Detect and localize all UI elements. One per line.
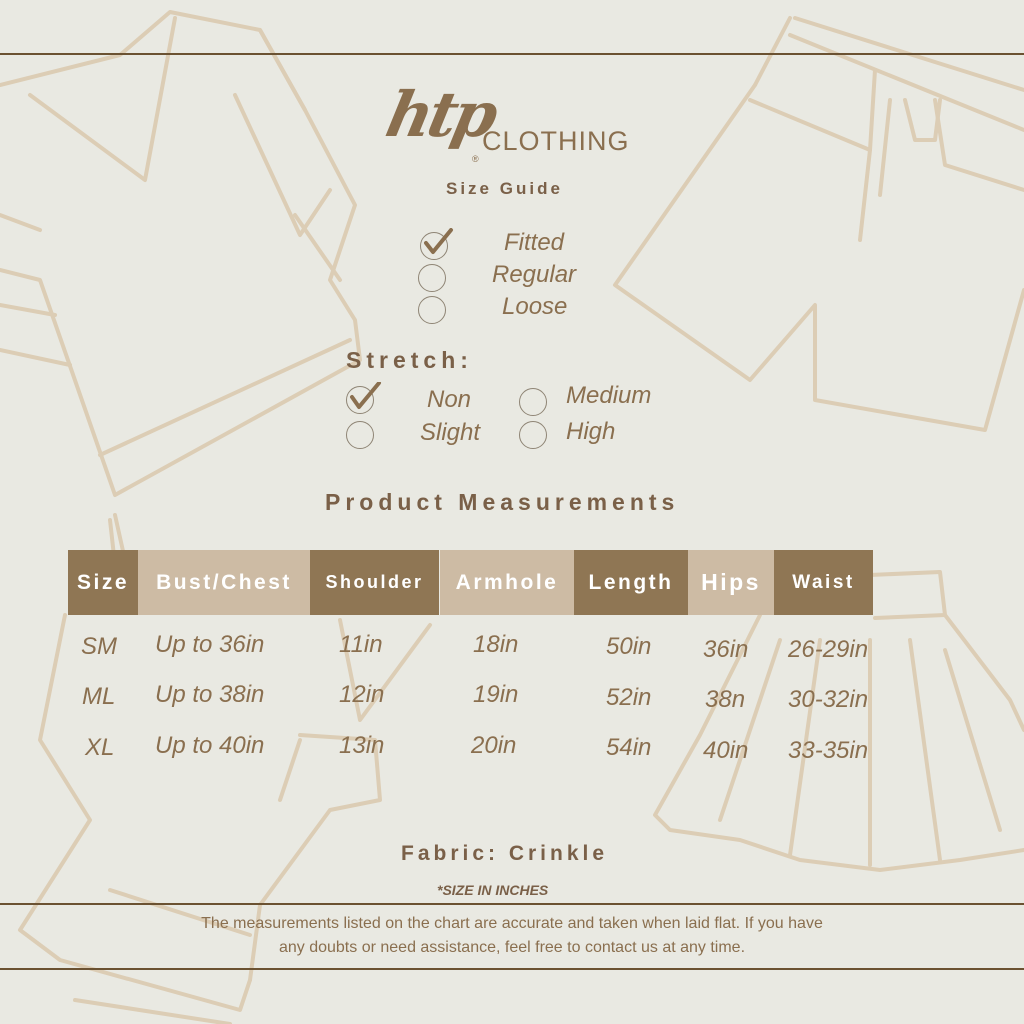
cell-size: ML — [82, 683, 116, 710]
cell-length: 54in — [606, 734, 652, 761]
header-waist: Waist — [774, 550, 873, 615]
brand-logo: htp — [380, 78, 501, 151]
cell-hips: 40in — [703, 737, 749, 764]
cell-bust: Up to 40in — [155, 732, 265, 759]
stretch-option-non: Non — [427, 386, 472, 413]
stretch-medium-checkbox[interactable] — [519, 388, 547, 416]
cell-size: XL — [85, 734, 115, 761]
size-note: *SIZE IN INCHES — [437, 882, 549, 898]
cell-length: 50in — [606, 633, 652, 660]
measurements-title: Product Measurements — [325, 489, 680, 515]
cell-waist: 33-35in — [788, 737, 869, 764]
stretch-title: Stretch: — [346, 347, 473, 373]
header-hips: Hips — [688, 550, 774, 615]
cell-bust: Up to 36in — [155, 631, 265, 658]
stretch-slight-checkbox[interactable] — [346, 421, 374, 449]
cell-size: SM — [81, 633, 117, 660]
cell-armhole: 19in — [473, 681, 519, 708]
fit-fitted-checkbox[interactable] — [418, 228, 452, 262]
header-size: Size — [68, 550, 138, 615]
brand-wordmark: CLOTHING — [482, 126, 630, 156]
cell-armhole: 18in — [473, 631, 519, 658]
registered-mark: ® — [472, 154, 479, 164]
cell-bust: Up to 38in — [155, 681, 265, 708]
header-bust: Bust/Chest — [138, 550, 310, 615]
cell-armhole: 20in — [471, 732, 517, 759]
footer-bottom-divider — [0, 968, 1024, 970]
footer-line-2: any doubts or need assistance, feel free to contact us at any time. — [278, 939, 746, 956]
cell-shoulder: 11in — [339, 631, 383, 658]
page-subtitle: Size Guide — [446, 179, 563, 198]
cell-length: 52in — [606, 684, 652, 711]
footer-text — [132, 912, 892, 960]
cell-waist: 26-29in — [788, 636, 869, 663]
top-divider — [0, 53, 1024, 55]
header-length: Length — [574, 550, 688, 615]
fit-option-regular: Regular — [492, 261, 577, 288]
fit-regular-checkbox[interactable] — [418, 264, 446, 292]
header-armhole: Armhole — [440, 550, 574, 615]
stretch-non-checkbox[interactable] — [345, 382, 385, 416]
cell-hips: 38n — [705, 686, 746, 713]
checkmark-icon — [345, 382, 385, 416]
stretch-option-medium: Medium — [566, 382, 652, 409]
fit-loose-checkbox[interactable] — [418, 296, 446, 324]
cell-waist: 30-32in — [788, 686, 869, 713]
stretch-option-slight: Slight — [420, 419, 481, 446]
checkmark-icon — [418, 228, 458, 262]
stretch-high-checkbox[interactable] — [519, 421, 547, 449]
fit-option-fitted: Fitted — [504, 229, 565, 256]
fit-option-loose: Loose — [502, 293, 568, 320]
cell-shoulder: 12in — [339, 681, 385, 708]
cell-hips: 36in — [703, 636, 749, 663]
header-shoulder: Shoulder — [310, 550, 439, 615]
stretch-option-high: High — [566, 418, 616, 445]
footer-top-divider — [0, 903, 1024, 905]
cell-shoulder: 13in — [339, 732, 385, 759]
fabric-label: Fabric: Crinkle — [401, 842, 609, 865]
footer-line-1: The measurements listed on the chart are accurate and taken when laid flat. If you have — [201, 915, 823, 932]
